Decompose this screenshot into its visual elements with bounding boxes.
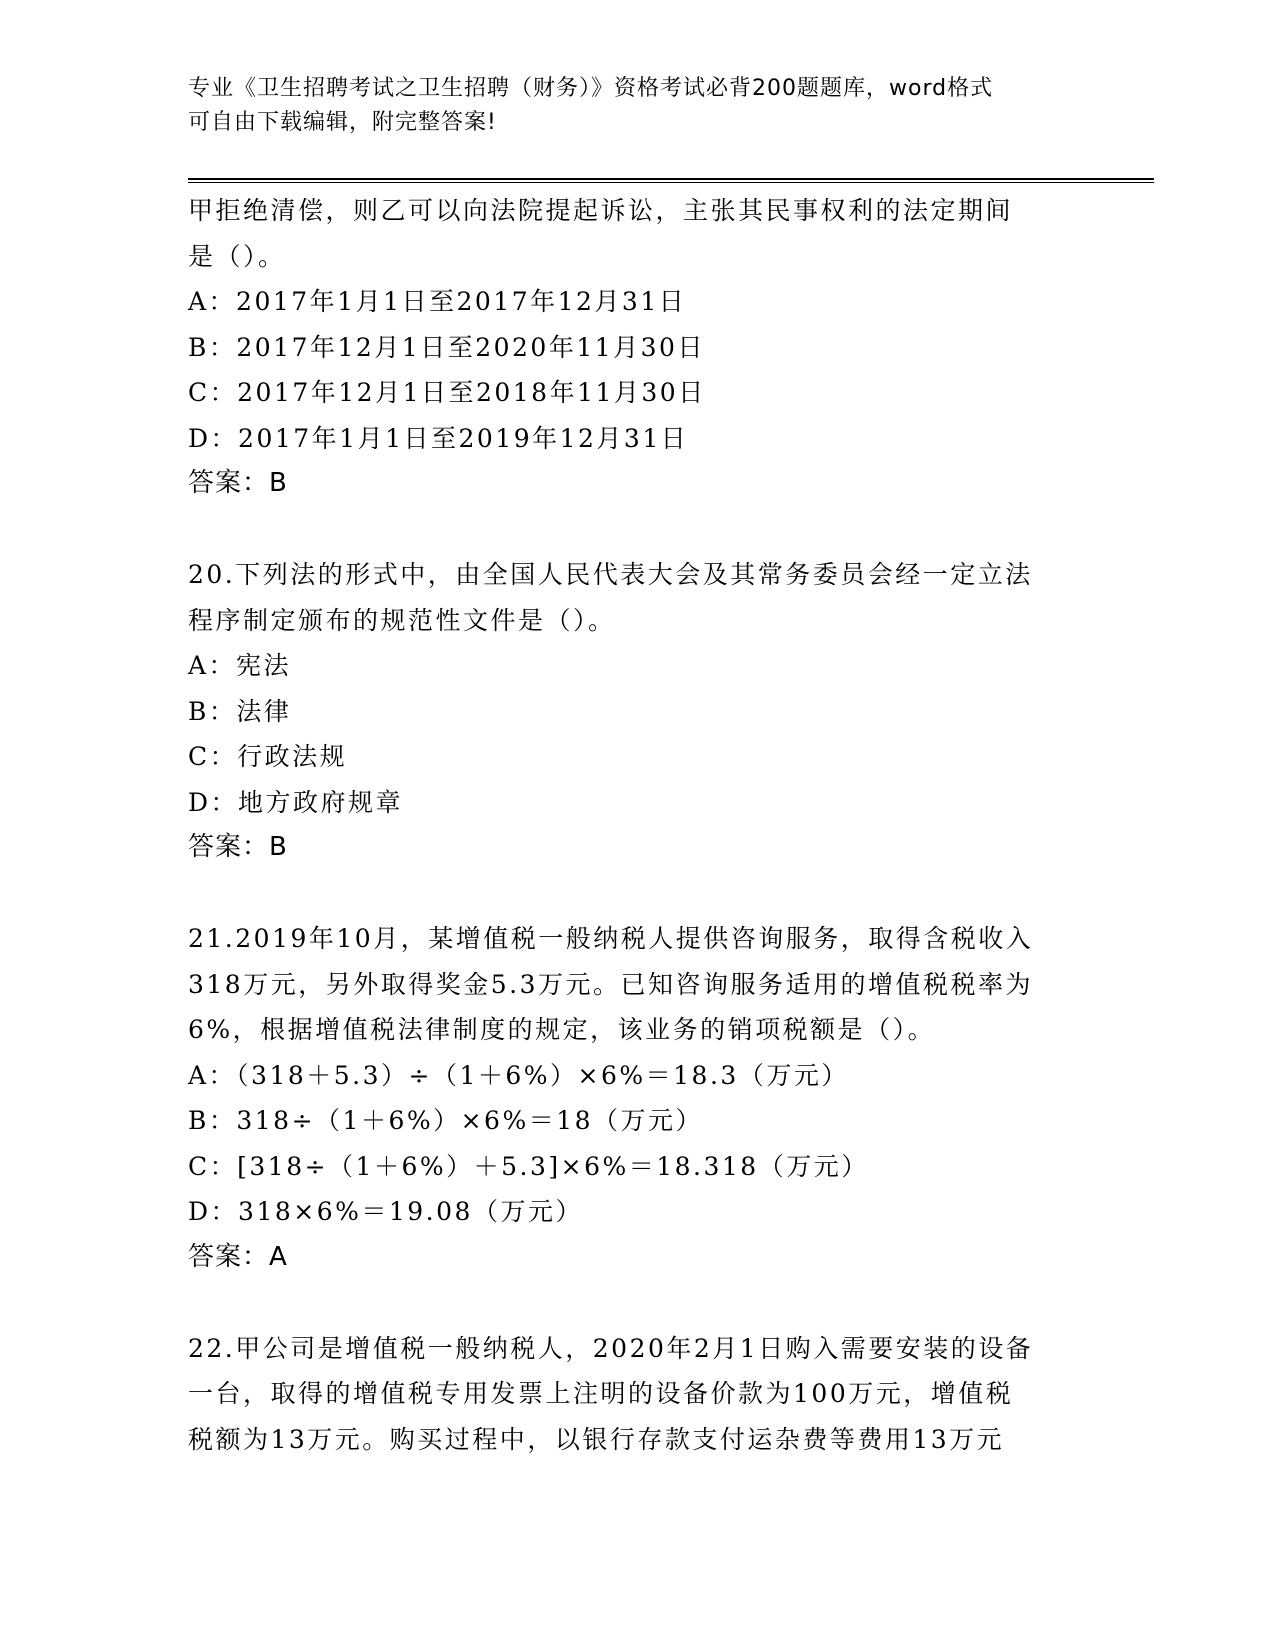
option-b: B：318÷（1＋6%）×6%＝18（万元）	[188, 1106, 704, 1135]
answer: 答案：B	[188, 832, 288, 862]
option-a: A：宪法	[188, 651, 292, 680]
option-a: A：（318＋5.3）÷（1＋6%）×6%＝18.3（万元）	[188, 1060, 849, 1090]
question-stem: 一台，取得的增值税专用发票上注明的设备价款为100万元，增值税	[188, 1379, 1014, 1408]
option-d: D：2017年1月1日至2019年12月31日	[188, 423, 689, 453]
spacer	[188, 871, 1108, 917]
question-stem: 税额为13万元。购买过程中，以银行存款支付运杂费等费用13万元	[188, 1424, 1005, 1454]
question-list	[188, 188, 1108, 1462]
option-b: B：法律	[188, 696, 292, 726]
question-stem: 程序制定颁布的规范性文件是（）。	[188, 605, 616, 635]
question-stem: 22.甲公司是增值税一般纳税人，2020年2月1日购入需要安装的设备	[188, 1333, 1034, 1363]
question-stem: 甲拒绝清偿，则乙可以向法院提起诉讼，主张其民事权利的法定期间	[188, 196, 1014, 225]
question-22	[188, 1326, 1108, 1463]
question-stem: 6%，根据增值税法律制度的规定，该业务的销项税额是（）。	[188, 1015, 936, 1044]
answer: 答案：A	[188, 1241, 288, 1272]
question-stem: 20.下列法的形式中，由全国人民代表大会及其常务委员会经一定立法	[188, 560, 1033, 589]
option-d: D：318×6%＝19.08（万元）	[188, 1197, 583, 1226]
header-divider-thick	[188, 178, 1154, 180]
question-21	[188, 916, 1108, 1280]
answer: 答案：B	[188, 468, 288, 498]
spacer	[188, 1280, 1108, 1326]
option-c: C：行政法规	[188, 742, 348, 771]
option-a: A：2017年1月1日至2017年12月31日	[188, 287, 687, 316]
question-stem: 318万元，另外取得奖金5.3万元。已知咨询服务适用的增值税税率为	[188, 969, 1033, 999]
option-c: C：[318÷（1＋6%）＋5.3]×6%＝18.318（万元）	[188, 1151, 869, 1181]
option-c: C：2017年12月1日至2018年11月30日	[188, 378, 706, 407]
document-header	[188, 72, 1068, 140]
header-title-line-1: 专业《卫生招聘考试之卫生招聘（财务）》资格考试必背200题题库，word格式	[188, 76, 994, 101]
spacer	[188, 507, 1108, 553]
header-divider-thin	[188, 182, 1154, 183]
option-b: B：2017年12月1日至2020年11月30日	[188, 332, 705, 362]
question-20	[188, 552, 1108, 871]
question-19	[188, 188, 1108, 507]
question-stem: 21.2019年10月，某增值税一般纳税人提供咨询服务，取得含税收入	[188, 924, 1034, 953]
header-title-line-2: 可自由下载编辑，附完整答案!	[188, 110, 497, 135]
option-d: D：地方政府规章	[188, 787, 404, 817]
question-stem: 是（）。	[188, 241, 286, 271]
